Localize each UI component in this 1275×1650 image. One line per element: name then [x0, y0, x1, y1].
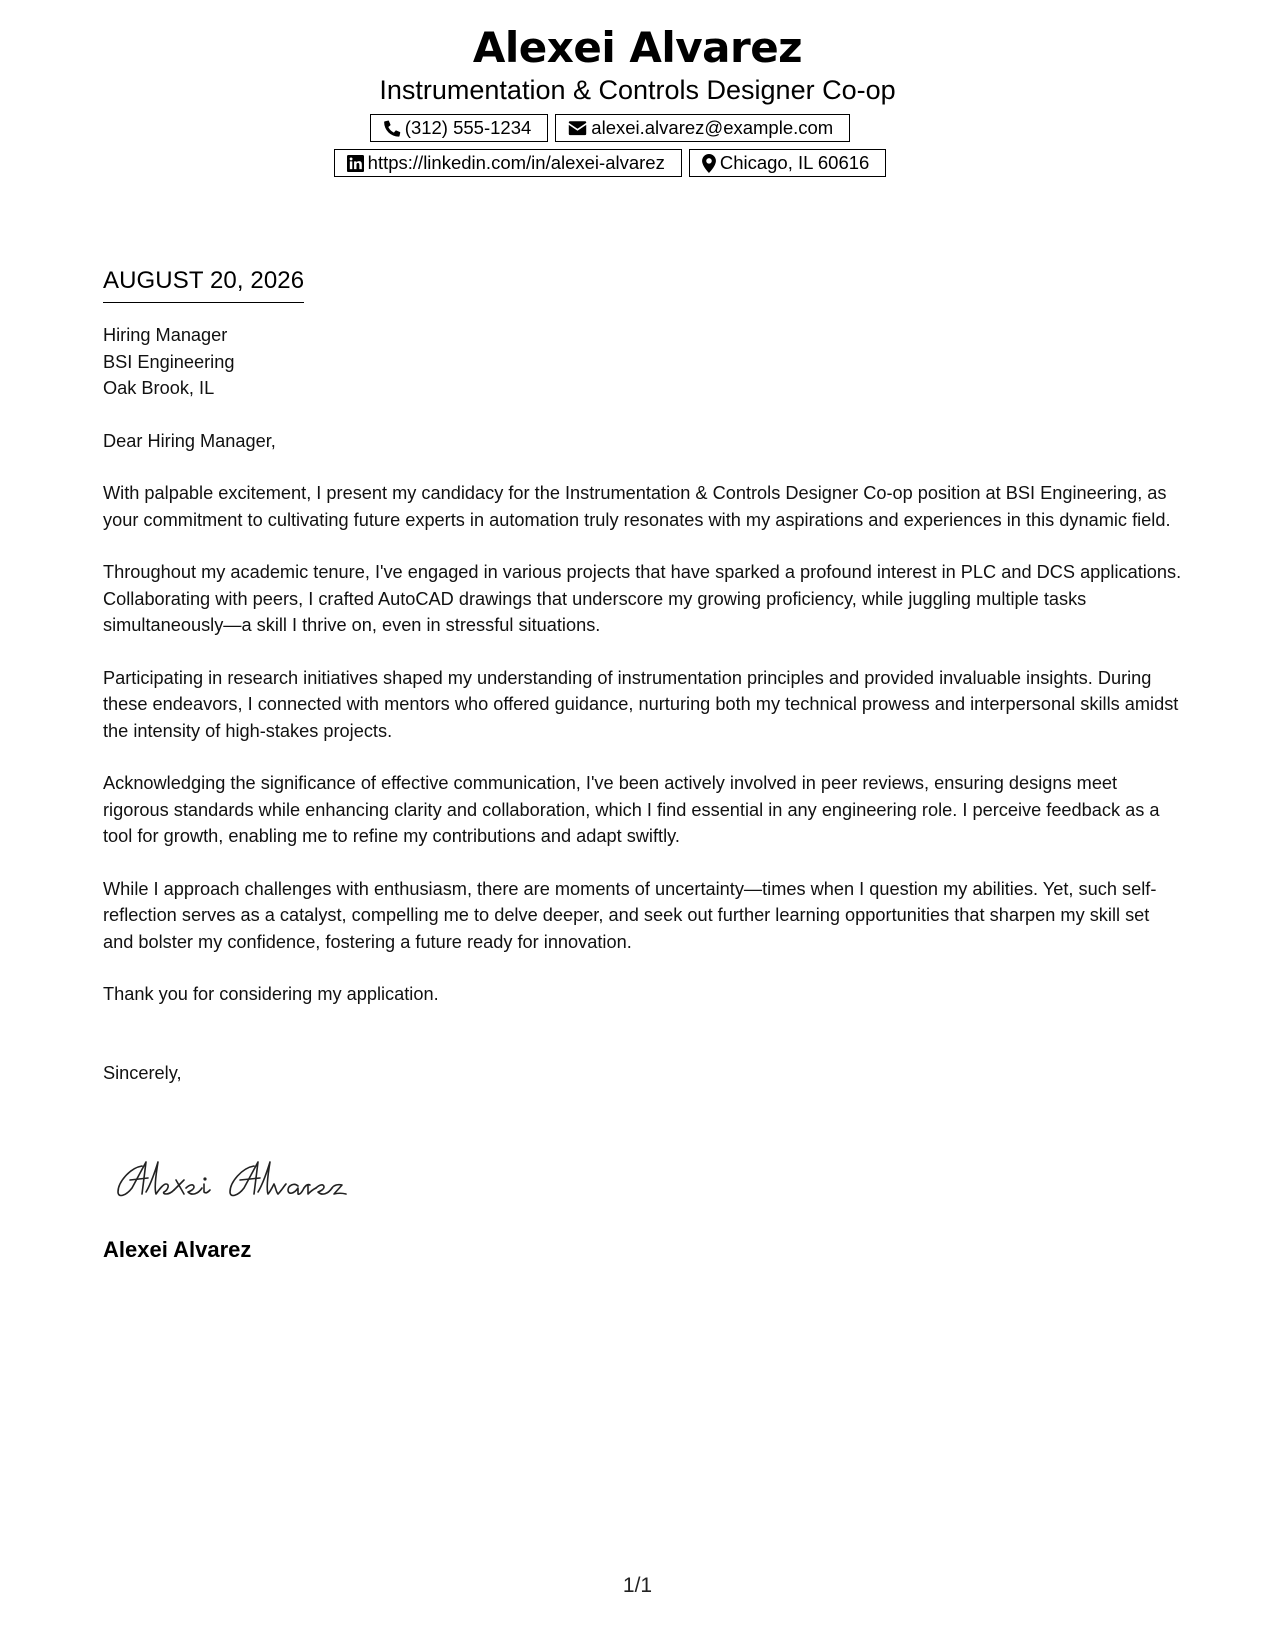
paragraph-4: Acknowledging the significance of effective communication, I've been actively involved in peer reviews, ensuring designs meet rigorous standards while enhancing clarity and collaboration, which I find essential in any engineering role. I perceive feedback as a tool for growth, enabling me to refine my contributions and adapt swiftly. [103, 773, 1160, 846]
paragraph-3: Participating in research initiatives shaped my understanding of instrumentation principles and provided invaluable insights. During these endeavors, I connected with mentors who offered guidance, nurturing both my technical prowess and interpersonal skills amidst the intensity of high-stakes projects. [103, 667, 1179, 741]
map-marker-icon [702, 154, 716, 173]
envelope-icon [568, 120, 587, 136]
recipient-company: BSI Engineering [103, 351, 235, 372]
salutation: Dear Hiring Manager, [103, 430, 276, 451]
handwritten-signature [112, 1148, 372, 1208]
recipient-location: Oak Brook, IL [103, 378, 215, 398]
applicant-name: Alexei Alvarez [472, 23, 803, 72]
applicant-role: Instrumentation & Controls Designer Co-op [379, 75, 896, 105]
page-number: 1/1 [622, 1574, 653, 1597]
paragraph-5: While I approach challenges with enthusiasm, there are moments of uncertainty—times when I question my abilities. Yet, such self-reflection serves as a catalyst, compelling me to delve deeper, and seek out further learning opportunities that sharpen my skill set and bolster my confidence, fostering a future ready for innovation. [103, 878, 1157, 952]
letter-date-block [103, 266, 304, 303]
email-text: alexei.alvarez@example.com [591, 117, 834, 138]
contact-phone [370, 114, 549, 142]
paragraph-1: With palpable excitement, I present my candidacy for the Instrumentation & Controls Designer Co-op position at BSI Engineering, as your commitment to cultivating future experts in automation truly resonates with my aspirations and experiences in this dynamic field. [103, 483, 1171, 530]
letter-date: AUGUST 20, 2026 [103, 266, 304, 303]
letter-header [0, 22, 1275, 177]
contact-location [689, 149, 886, 177]
closing-line: Thank you for considering my application. [103, 984, 439, 1004]
linkedin-icon [347, 155, 364, 172]
recipient-block [103, 322, 1183, 402]
recipient-title: Hiring Manager [103, 325, 228, 345]
phone-icon [383, 119, 401, 137]
signer-name: Alexei Alvarez [103, 1237, 252, 1262]
phone-text: (312) 555-1234 [404, 117, 532, 138]
contact-linkedin[interactable] [334, 149, 682, 177]
letter-body [103, 322, 1183, 1086]
paragraph-2: Throughout my academic tenure, I've engaged in various projects that have sparked a profound interest in PLC and DCS applications. Collaborating with peers, I crafted AutoCAD drawings that underscore my growing proficiency, while juggling multiple tasks simultaneously—a skill I thrive on, even in stressful situations. [103, 562, 1182, 635]
linkedin-text: https://linkedin.com/in/alexei-alvarez [367, 152, 665, 173]
contact-email[interactable] [555, 114, 850, 142]
location-text: Chicago, IL 60616 [719, 152, 870, 173]
signoff: Sincerely, [103, 1062, 182, 1083]
contact-list [0, 114, 1275, 177]
